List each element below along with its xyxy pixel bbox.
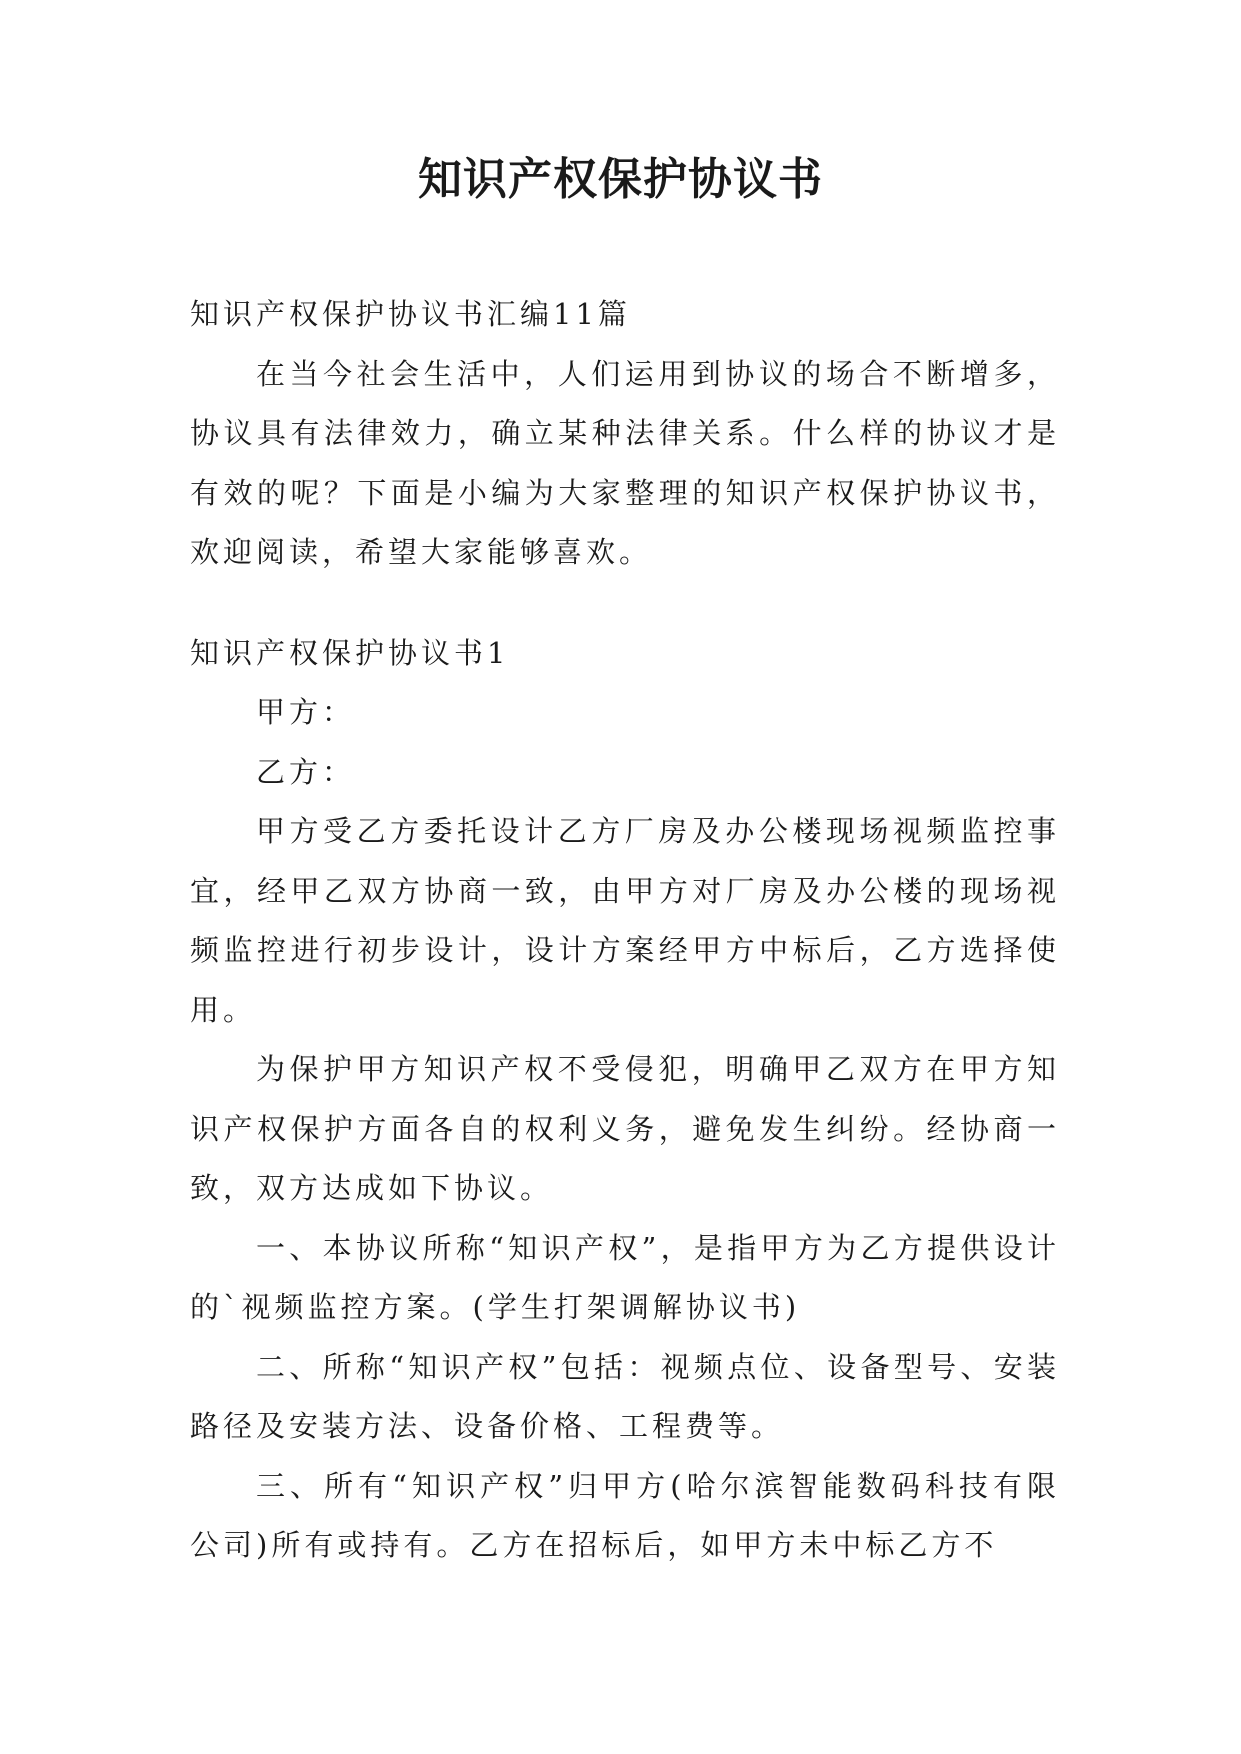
intro-paragraph: 在当今社会生活中，人们运用到协议的场合不断增多，协议具有法律效力，确立某种法律关系。什么样的协议才是有效的呢？下面是小编为大家整理的知识产权保护协议书，欢迎阅读，希望大家能够喜欢。 [190,356,1060,569]
party-b-line: 乙方： [256,754,356,789]
collection-heading: 知识产权保护协议书汇编11篇 [190,297,631,331]
clause-item: 一、本协议所称“知识产权”，是指甲方为乙方提供设计的`视频监控方案。(学生打架调解协议书) [190,1230,1060,1324]
document-body [190,285,1060,1576]
section-heading: 知识产权保护协议书1 [190,635,510,670]
clause-item: 三、所有“知识产权”归甲方(哈尔滨智能数码科技有限公司)所有或持有。乙方在招标后，如甲方未中标乙方不 [190,1468,1060,1562]
body-paragraph: 甲方受乙方委托设计乙方厂房及办公楼现场视频监控事宜，经甲乙双方协商一致，由甲方对厂房及办公楼的现场视频监控进行初步设计，设计方案经甲方中标后，乙方选择使用。 [190,814,1060,1027]
party-a-line: 甲方： [256,695,356,729]
body-paragraph: 为保护甲方知识产权不受侵犯，明确甲乙双方在甲方知识产权保护方面各自的权利义务，避免发生纠纷。经协商一致，双方达成如下协议。 [190,1052,1060,1205]
document-title: 知识产权保护协议书 [418,154,823,205]
clause-item: 二、所称“知识产权”包括：视频点位、设备型号、安装路径及安装方法、设备价格、工程费等。 [190,1349,1060,1443]
